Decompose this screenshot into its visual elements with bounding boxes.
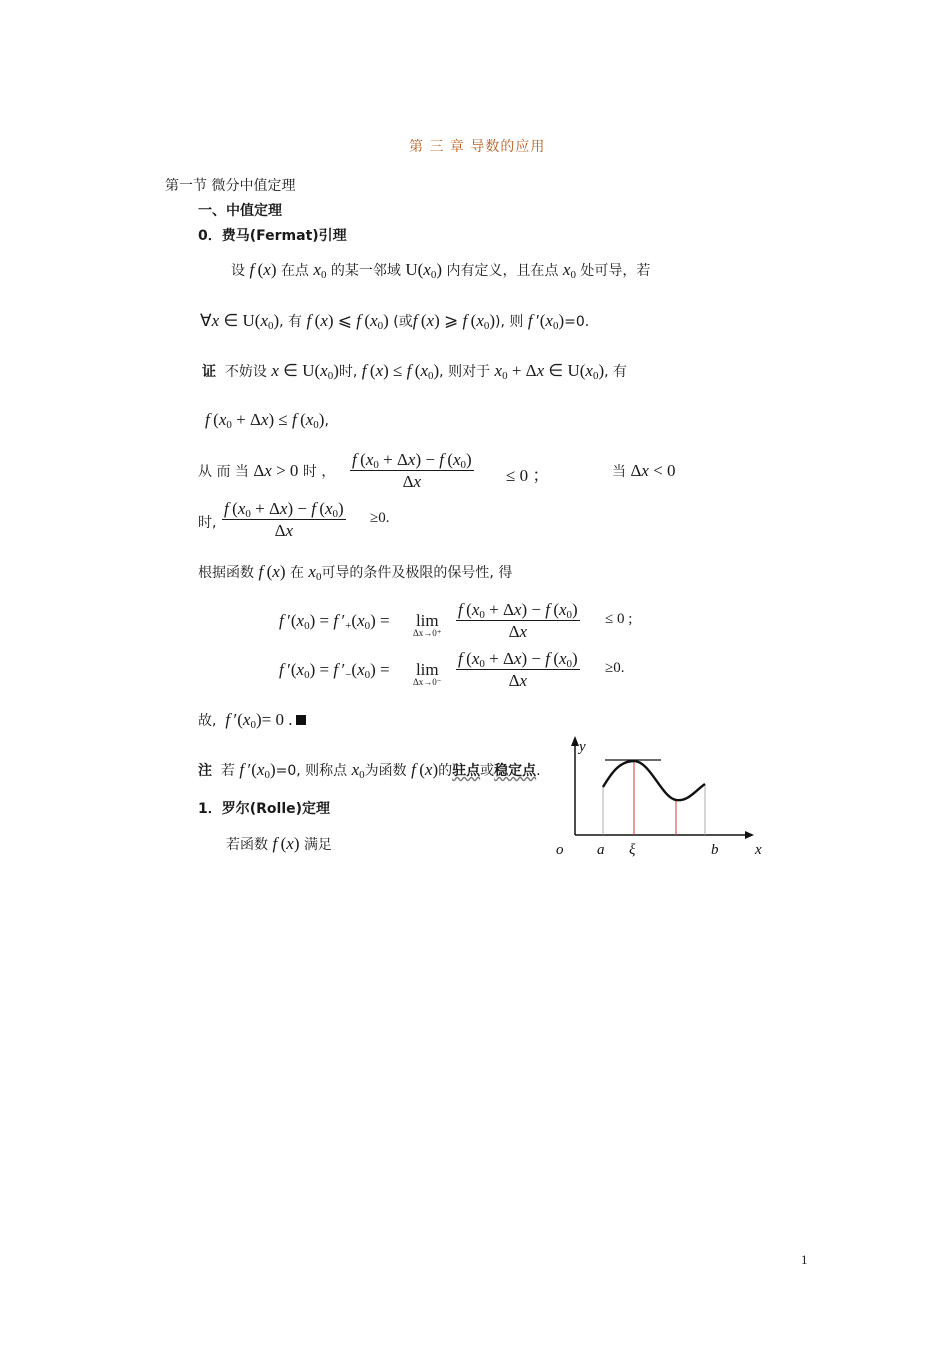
rolle-theorem-heading: 1．罗尔(Rolle)定理 [198,801,331,817]
note-line: 注 若 f $'(x_0)=0$, 则称点 $x_0$为函数 f (x)的驻点或稳定点. [198,760,541,781]
proof-label: 证 [202,364,216,380]
proof-line2: f $(x_0 + \Delta x) \le f$ $(x_0)$, [205,410,329,431]
label-b: b [711,842,719,858]
proof-line4-label: 时, [198,515,217,531]
difference-quotient-3: $\frac{f (x_0 + \Delta x) - f (x_0)}{\Delta x}$ [458,600,578,641]
difference-quotient-2: $\frac{f (x_0 + \Delta x) - f (x_0)}{\Delta x}$ [224,499,344,540]
chapter-title: 第 三 章 导数的应用 [409,139,546,155]
ineq-le0-2: ≤ 0 ; [605,611,633,627]
ineq-le0-1: ≤ 0 ； [506,466,550,485]
proof-line3-right: 当 Δx < 0 [612,461,676,480]
right-derivative-lhs: f $'(x_0) = f$ $'_+(x_0)$ = [279,611,390,632]
proof-conclusion: 故, f $'(x_0)= 0$ . [198,710,306,730]
page-number: 1 [801,1252,808,1267]
subsection-heading: 一、中值定理 [198,203,282,219]
limit-right: lim Δx→0⁺ [413,611,442,638]
function-curve [603,761,705,800]
label-x: x [755,842,762,858]
label-a: a [597,842,605,858]
term-stable-point: 稳定点 [494,763,537,779]
label-y: y [579,739,586,755]
y-axis-arrow-icon [571,736,579,746]
x-axis-arrow-icon [745,831,754,839]
fermat-lemma-heading: 0．费马(Fermat)引理 [198,228,347,244]
rolle-figure [550,730,780,865]
rolle-intro: 若函数 f (x) 满足 [226,834,332,853]
proof-line3-left: 从 而 当 Δx > 0 时 ， [198,461,336,480]
difference-quotient-1: $\frac{f (x_0 + \Delta x) - f (x_0)}{\Delta x}$ [352,450,472,491]
section-title: 第一节 微分中值定理 [165,178,296,194]
label-o: o [556,842,564,858]
ineq-ge0-2: ≥0. [605,660,625,676]
left-derivative-lhs: f $'(x_0) = f$ $'_-(x_0)$ = [279,660,390,681]
limit-left: lim Δx→0⁻ [413,660,442,687]
difference-quotient-4: $\frac{f (x_0 + \Delta x) - f (x_0)}{\Delta x}$ [458,649,578,690]
note-label: 注 [198,763,212,779]
proof-line1: 证 不妨设 x ∈ $U(x_0)$时, f (x) ≤ f $(x_0)$, 则对于 $x_0 + \Delta x$ ∈ $U(x_0)$, 有 [202,361,628,382]
label-xi: ξ [629,842,636,858]
lemma-statement-line2: ∀x ∈ $U(x_0)$, 有 f (x) ⩽ f $(x_0)$ (或f (x) ⩾ f $(x_0)$), 则 f $'(x_0)=0$. [200,311,590,332]
ineq-ge0-1: ≥0. [370,510,390,526]
proof-line5: 根据函数 f (x) 在 $x_0$可导的条件及极限的保号性, 得 [198,562,513,583]
qed-square-icon [296,715,306,725]
term-stationary-point: 驻点 [452,763,481,779]
lemma-statement-line1: 设 f (x) 在点 $x_0$ 的某一邻域 $U(x_0)$ 内有定义，且在点 $x_0$ 处可导，若 [231,260,651,281]
